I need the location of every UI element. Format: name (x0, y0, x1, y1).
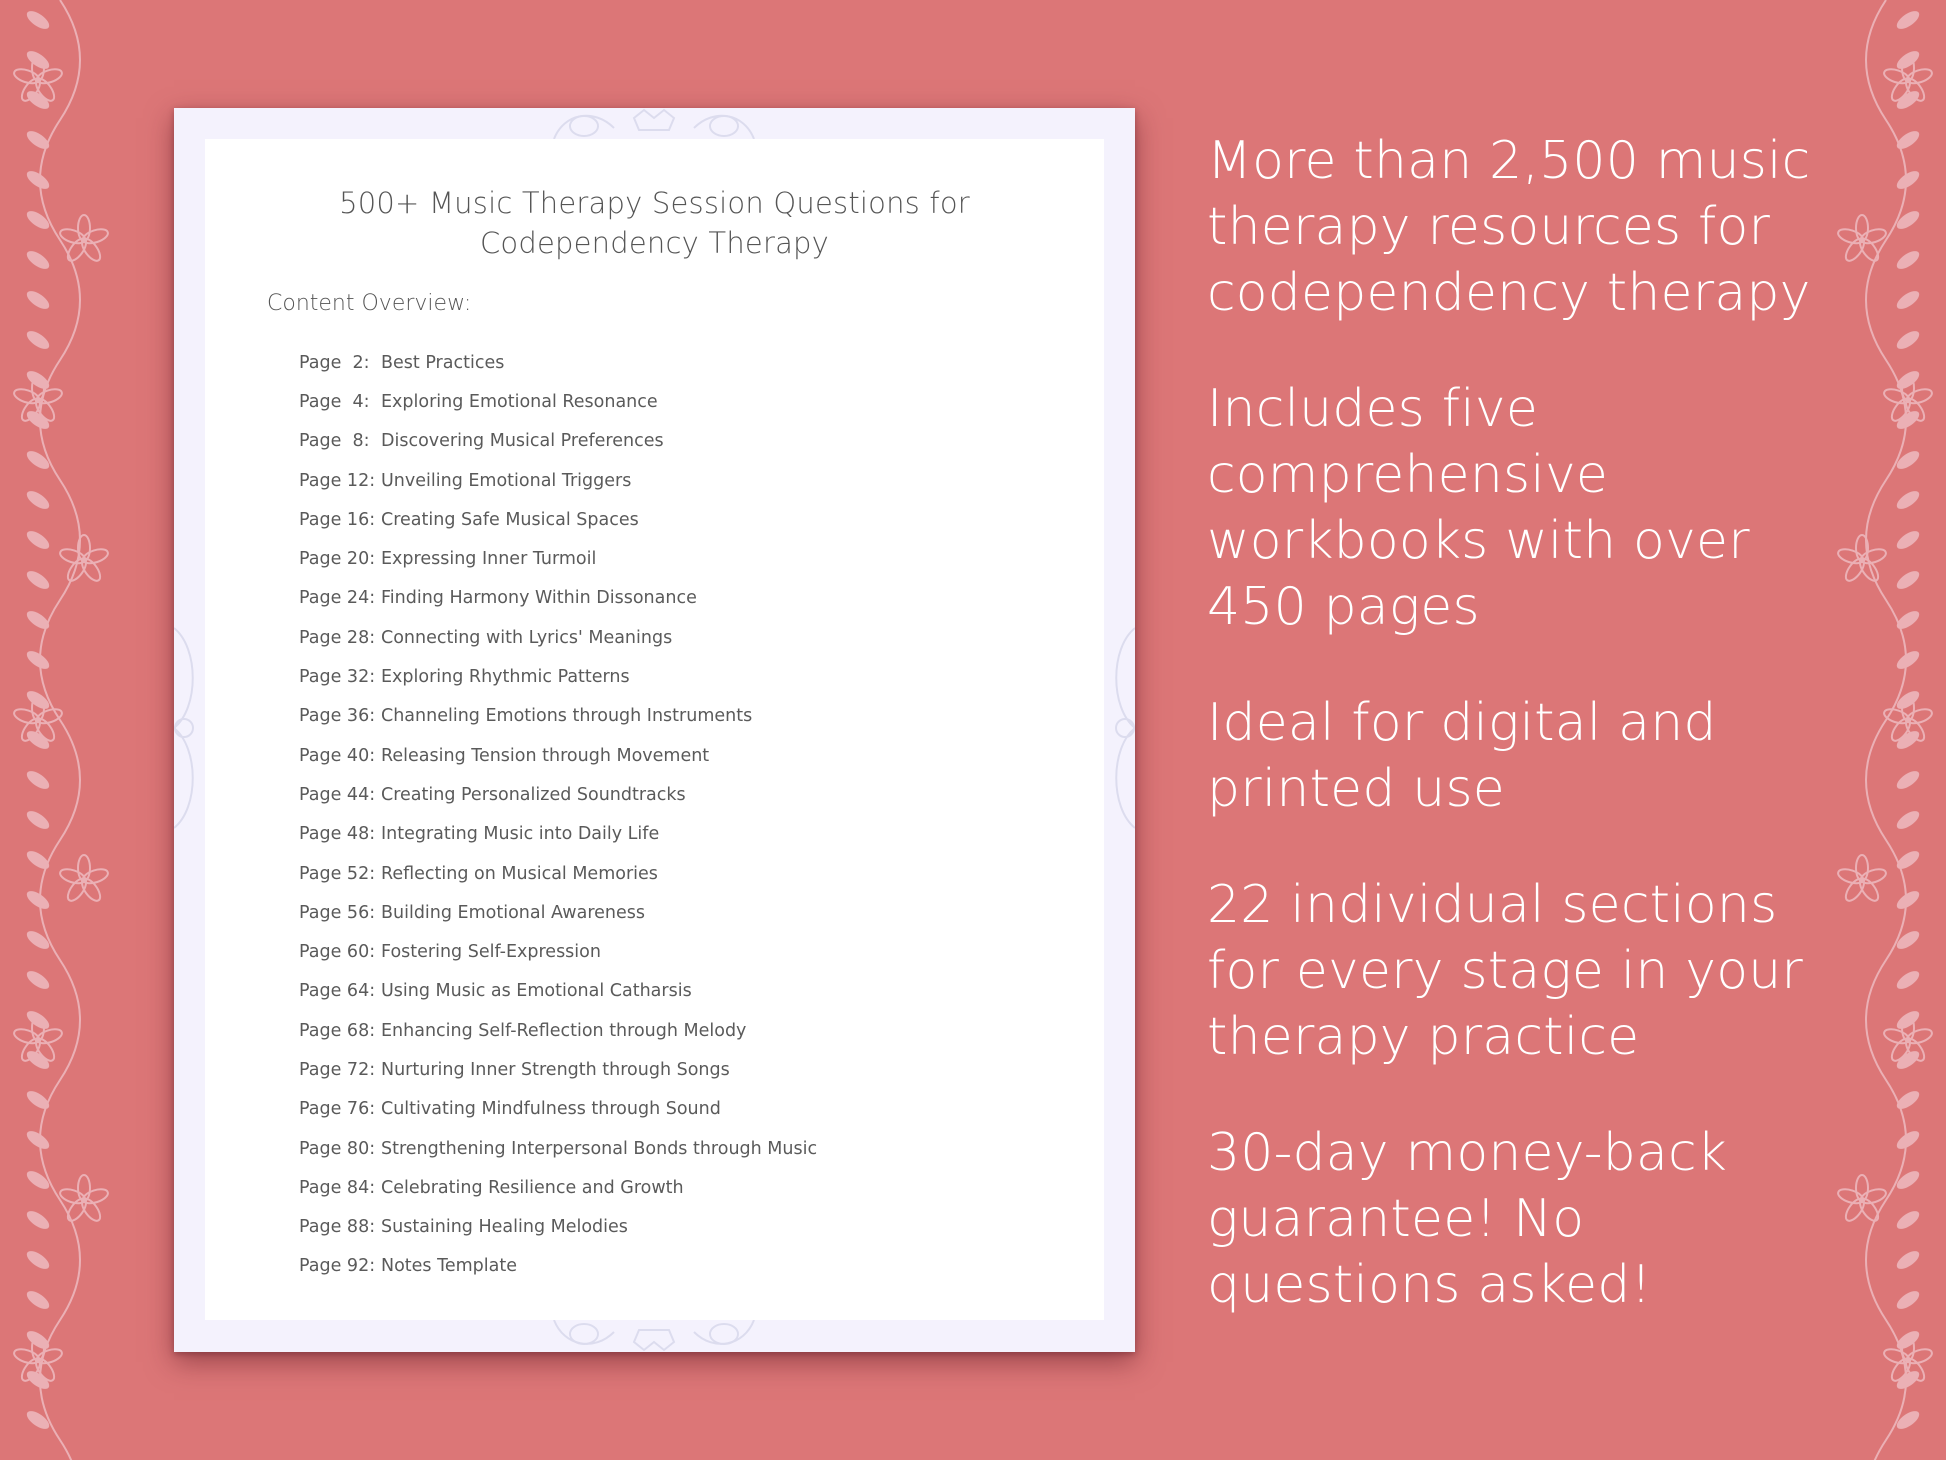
toc-entry (299, 854, 817, 893)
toc-page-number: Page 2: (299, 352, 370, 373)
toc-page-number: Page 84: (299, 1177, 376, 1198)
toc-section-title: Finding Harmony Within Dissonance (381, 588, 697, 609)
toc-page-number: Page 76: (299, 1099, 376, 1120)
toc-section-title: Reflecting on Musical Memories (381, 863, 658, 884)
toc-page-number: Page 28: (299, 627, 376, 648)
toc-entry (299, 1050, 817, 1089)
toc-entry (299, 736, 817, 775)
feature-line: 450 pages (1207, 577, 1480, 637)
mandala-ornament-bottom-icon (514, 1320, 794, 1352)
toc-section-title: Creating Personalized Soundtracks (381, 784, 686, 805)
toc-entry (299, 1129, 817, 1168)
toc-entry (299, 775, 817, 814)
feature-line: guarantee! No (1207, 1189, 1585, 1249)
feature-list (1207, 128, 1927, 1368)
toc-section-title: Building Emotional Awareness (381, 902, 646, 923)
toc-entry (299, 618, 817, 657)
toc-section-title: Exploring Rhythmic Patterns (381, 667, 630, 688)
toc-entry (299, 343, 817, 382)
toc-page-number: Page 80: (299, 1138, 376, 1159)
feature-line: therapy practice (1207, 1007, 1640, 1067)
feature-item (1207, 376, 1927, 640)
toc-page-number: Page 64: (299, 981, 376, 1002)
feature-line: workbooks with over (1207, 511, 1750, 571)
feature-item (1207, 128, 1927, 326)
document-title-line-1: 500+ Music Therapy Session Questions for (339, 186, 970, 220)
feature-line: therapy resources for (1207, 197, 1771, 257)
toc-entry (299, 1090, 817, 1129)
toc-section-title: Enhancing Self-Reflection through Melody (381, 1020, 747, 1041)
mandala-ornament-top-icon (514, 108, 794, 139)
toc-section-title: Integrating Music into Daily Life (381, 824, 660, 845)
toc-page-number: Page 40: (299, 745, 376, 766)
content-overview-label: Content Overview: (267, 291, 472, 316)
toc-entry (299, 539, 817, 578)
toc-page-number: Page 12: (299, 470, 376, 491)
toc-page-number: Page 88: (299, 1217, 376, 1238)
toc-section-title: Unveiling Emotional Triggers (381, 470, 632, 491)
toc-page-number: Page 92: (299, 1256, 376, 1277)
toc-page-number: Page 36: (299, 706, 376, 727)
toc-page-number: Page 16: (299, 509, 376, 530)
toc-section-title: Sustaining Healing Melodies (381, 1217, 628, 1238)
toc-section-title: Releasing Tension through Movement (381, 745, 710, 766)
toc-section-title: Discovering Musical Preferences (381, 431, 664, 452)
toc-entry (299, 815, 817, 854)
toc-section-title: Expressing Inner Turmoil (381, 549, 597, 570)
feature-line: More than 2,500 music (1207, 131, 1811, 191)
toc-section-title: Notes Template (381, 1256, 517, 1277)
toc-entry (299, 1011, 817, 1050)
toc-entry (299, 500, 817, 539)
mandala-ornament-left-icon (174, 608, 205, 848)
feature-line: comprehensive (1207, 445, 1609, 505)
toc-section-title: Celebrating Resilience and Growth (381, 1177, 684, 1198)
feature-line: printed use (1207, 759, 1505, 819)
feature-line: questions asked! (1207, 1255, 1652, 1315)
document-page (205, 139, 1104, 1320)
document-title (205, 183, 1104, 263)
toc-section-title: Creating Safe Musical Spaces (381, 509, 639, 530)
feature-line: 30-day money-back (1207, 1123, 1728, 1183)
toc-entry (299, 972, 817, 1011)
toc-page-number: Page 48: (299, 824, 376, 845)
toc-entry (299, 382, 817, 421)
toc-section-title: Connecting with Lyrics' Meanings (381, 627, 673, 648)
toc-entry (299, 422, 817, 461)
feature-item (1207, 1120, 1927, 1318)
toc-entry (299, 1247, 817, 1286)
toc-entry (299, 932, 817, 971)
toc-page-number: Page 52: (299, 863, 376, 884)
toc-entry (299, 657, 817, 696)
toc-section-title: Channeling Emotions through Instruments (381, 706, 753, 727)
table-of-contents (299, 343, 817, 1286)
toc-page-number: Page 60: (299, 942, 376, 963)
toc-entry (299, 697, 817, 736)
toc-entry (299, 1208, 817, 1247)
feature-item (1207, 872, 1927, 1070)
toc-entry (299, 579, 817, 618)
toc-page-number: Page 8: (299, 431, 370, 452)
feature-line: 22 individual sections (1207, 875, 1778, 935)
toc-section-title: Exploring Emotional Resonance (381, 391, 658, 412)
floral-vine-left-icon (0, 0, 130, 1460)
toc-section-title: Fostering Self-Expression (381, 942, 601, 963)
toc-page-number: Page 56: (299, 902, 376, 923)
toc-entry (299, 1168, 817, 1207)
toc-section-title: Strengthening Interpersonal Bonds through Music (381, 1138, 818, 1159)
toc-page-number: Page 20: (299, 549, 376, 570)
toc-section-title: Best Practices (381, 352, 505, 373)
toc-page-number: Page 4: (299, 391, 370, 412)
toc-section-title: Nurturing Inner Strength through Songs (381, 1059, 730, 1080)
toc-page-number: Page 68: (299, 1020, 376, 1041)
feature-line: for every stage in your (1207, 941, 1803, 1001)
feature-item (1207, 690, 1927, 822)
document-preview (174, 108, 1135, 1352)
document-title-line-2: Codependency Therapy (479, 226, 830, 260)
toc-page-number: Page 44: (299, 784, 376, 805)
toc-section-title: Cultivating Mindfulness through Sound (381, 1099, 721, 1120)
toc-entry (299, 893, 817, 932)
toc-entry (299, 461, 817, 500)
feature-line: codependency therapy (1207, 263, 1811, 323)
toc-page-number: Page 24: (299, 588, 376, 609)
feature-line: Ideal for digital and (1207, 693, 1717, 753)
feature-line: Includes five (1207, 379, 1539, 439)
mandala-ornament-right-icon (1104, 608, 1135, 848)
toc-page-number: Page 32: (299, 667, 376, 688)
toc-page-number: Page 72: (299, 1059, 376, 1080)
toc-section-title: Using Music as Emotional Catharsis (381, 981, 692, 1002)
